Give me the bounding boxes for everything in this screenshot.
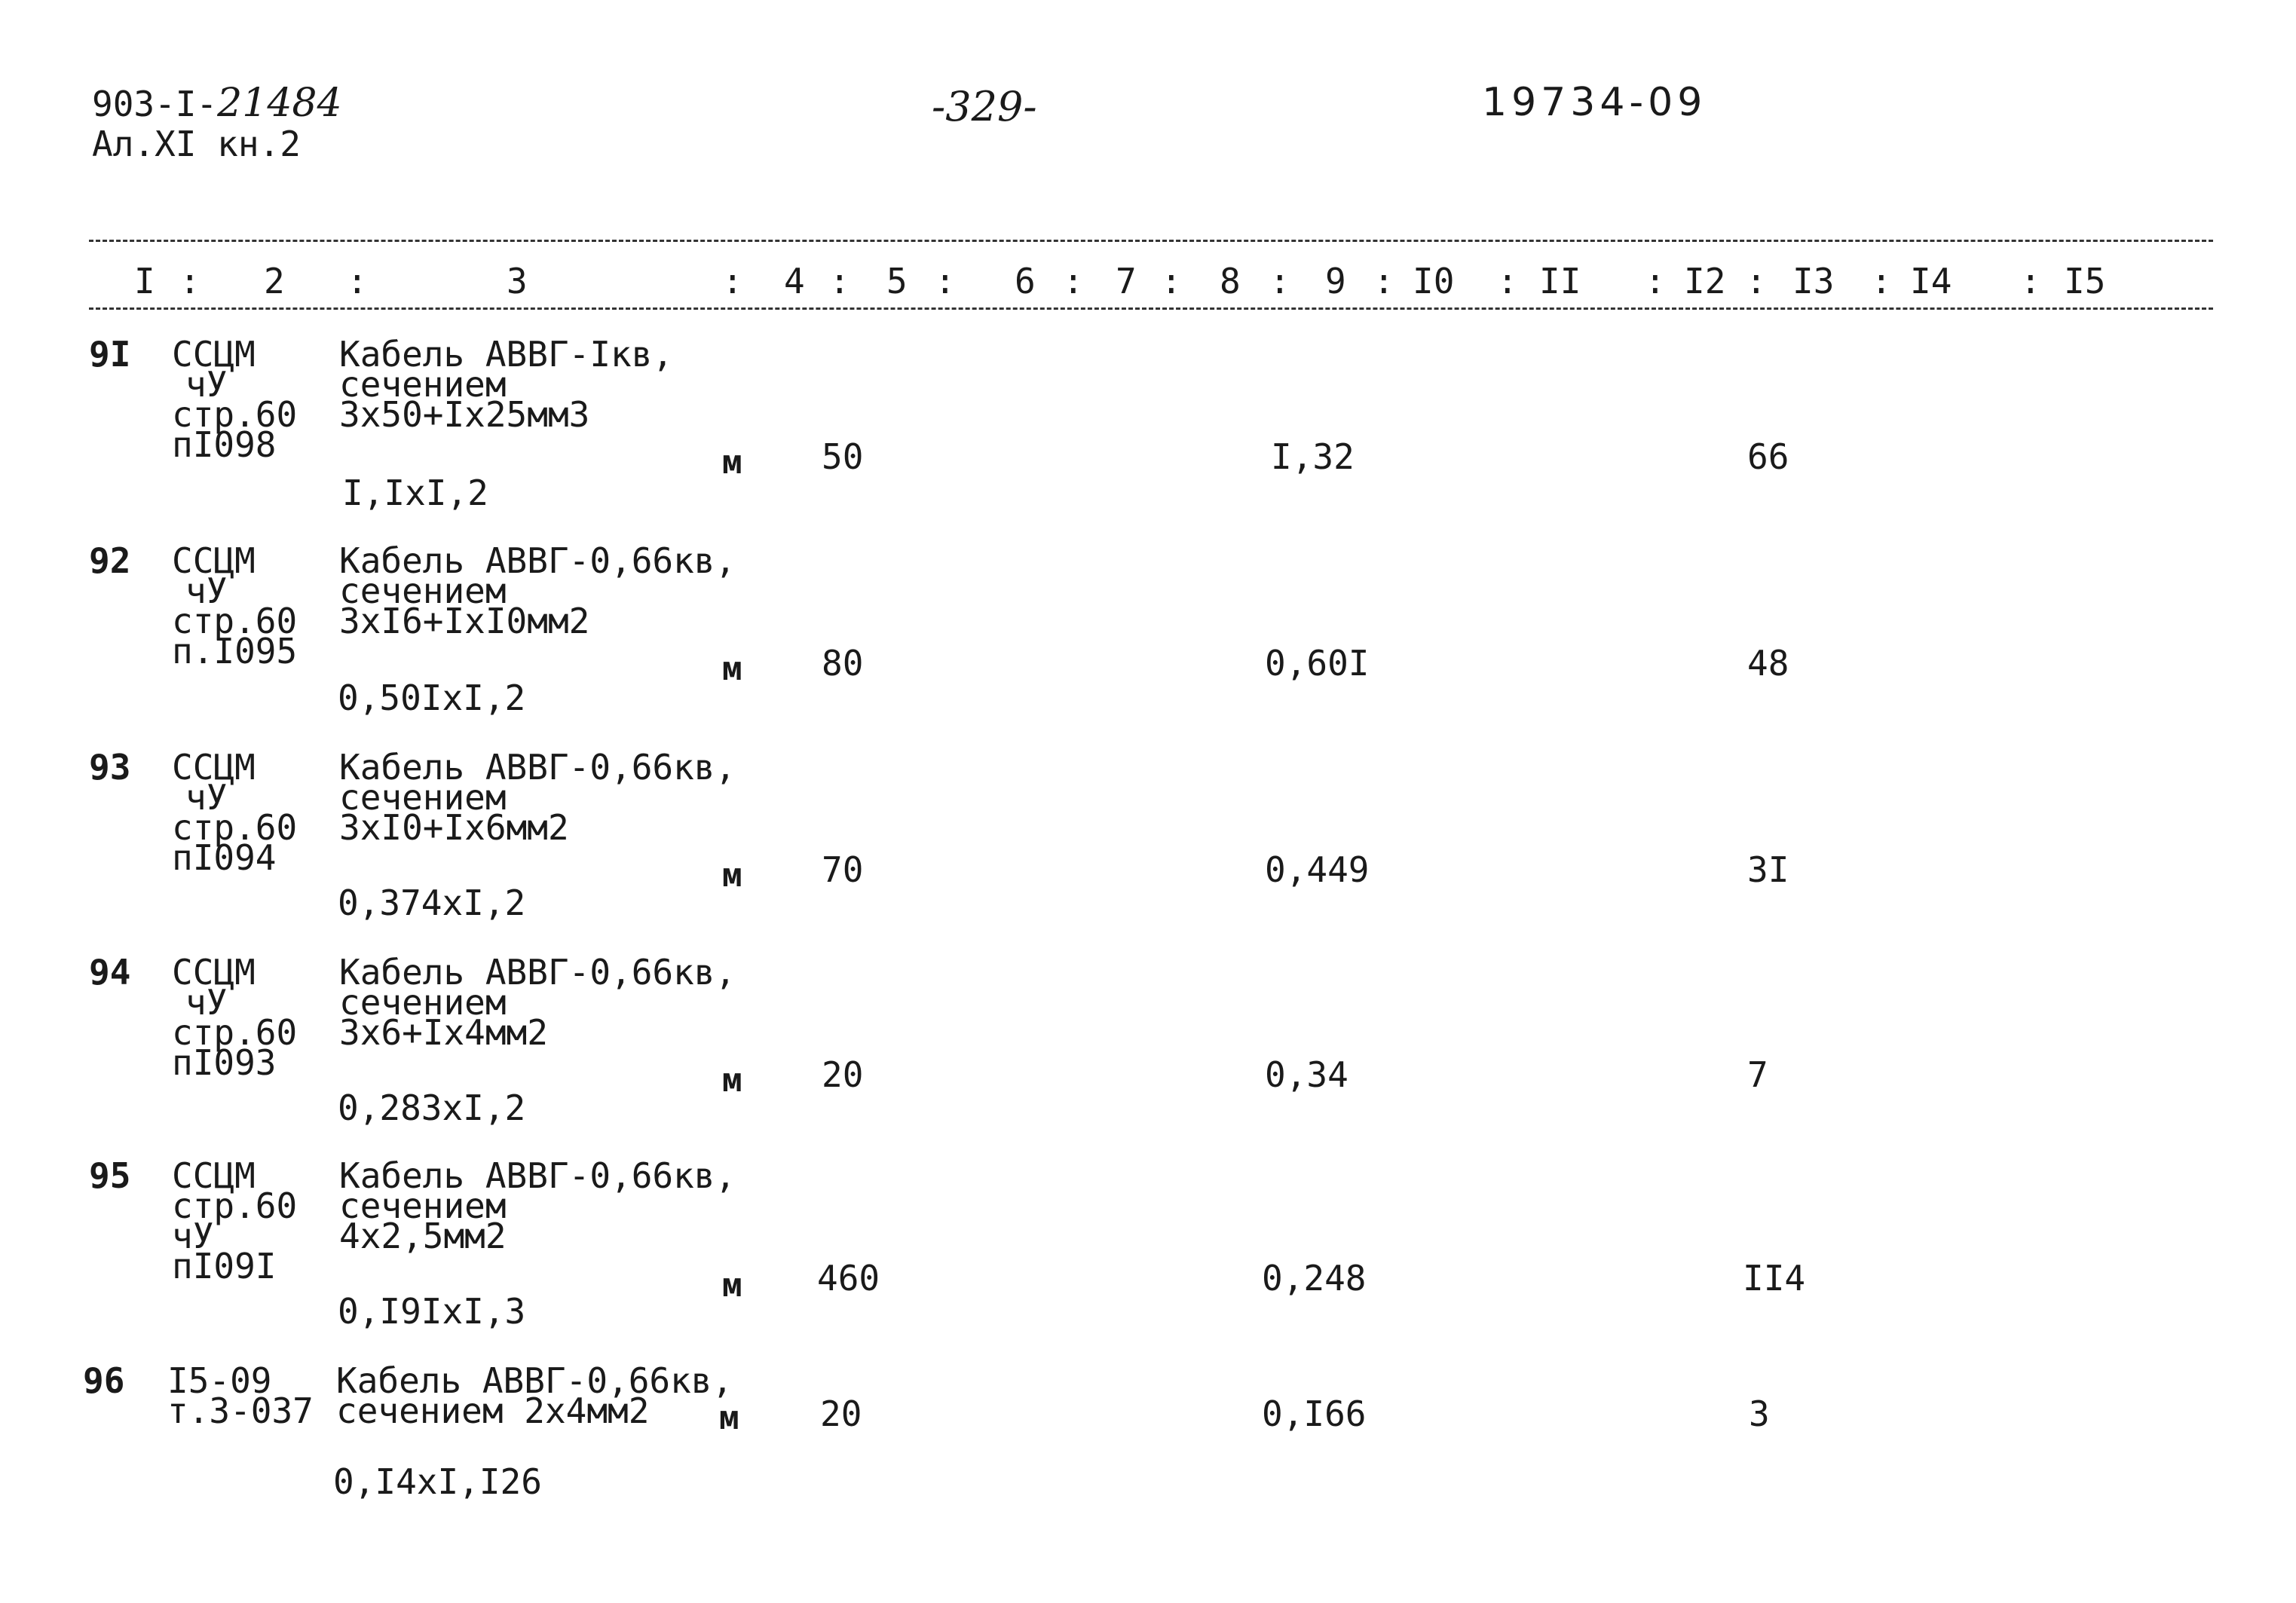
row-unit: м (719, 1399, 739, 1437)
row-number: 94 (89, 952, 131, 993)
row-unit: м (722, 1266, 742, 1305)
col-header-1: I (134, 261, 155, 301)
description-line: 3хI6+IхI0мм2 (339, 601, 590, 641)
row-total: 3I (1747, 849, 1789, 890)
row-source (172, 952, 298, 1083)
row-quantity: 80 (822, 643, 864, 684)
col-separator: : (829, 261, 850, 301)
row-unit: м (722, 856, 742, 895)
source-line: пI094 (172, 837, 277, 878)
source-line: т.3-037 (167, 1390, 314, 1431)
row-unit: м (722, 1061, 742, 1100)
col-header-12: I2 (1684, 261, 1726, 301)
row-number: 92 (89, 540, 131, 581)
row-unit-price: 0,I66 (1262, 1393, 1367, 1434)
row-quantity: 460 (817, 1258, 880, 1299)
document-code (92, 81, 342, 126)
col-separator: : (347, 261, 368, 301)
description-line: 4х2,5мм2 (339, 1216, 507, 1256)
source-line: пI09I (172, 1246, 277, 1286)
col-header-13: I3 (1792, 261, 1835, 301)
col-separator: : (1161, 261, 1182, 301)
col-header-10: I0 (1413, 261, 1455, 301)
row-unit: м (722, 443, 742, 482)
col-header-11: II (1539, 261, 1581, 301)
row-source (172, 747, 298, 878)
source-line: стр.60 (172, 1012, 298, 1053)
source-line: ССЦМ (172, 747, 256, 788)
col-separator: : (179, 261, 201, 301)
row-calculation: 0,I4хI,I26 (333, 1461, 542, 1502)
col-header-4: 4 (784, 261, 805, 301)
row-unit-price: 0,248 (1262, 1258, 1367, 1299)
row-description (339, 952, 736, 1053)
description-line: сечением 2х4мм2 (336, 1390, 650, 1431)
description-line: Кабель АВВГ-Iкв, (339, 334, 674, 375)
source-line: стр.60 (172, 601, 298, 641)
source-line: чУ (185, 364, 228, 405)
row-source (167, 1360, 314, 1431)
row-quantity: 50 (822, 436, 864, 477)
source-line: стр.60 (172, 1185, 298, 1226)
source-line: чУ (185, 777, 228, 818)
col-header-2: 2 (264, 261, 285, 301)
source-line: ССЦМ (172, 1155, 256, 1196)
row-total: II4 (1743, 1258, 1806, 1299)
source-line: пI098 (172, 424, 277, 465)
row-unit-price: I,32 (1271, 436, 1355, 477)
row-calculation: 0,I9IхI,3 (338, 1291, 526, 1332)
col-separator: : (2020, 261, 2041, 301)
col-separator: : (1645, 261, 1666, 301)
description-line: Кабель АВВГ-0,66кв, (339, 747, 736, 788)
description-line: сечением (339, 777, 507, 818)
row-unit-price: 0,449 (1265, 849, 1370, 890)
source-line: ССЦМ (172, 334, 256, 375)
row-number: 93 (89, 747, 131, 788)
col-header-6: 6 (1015, 261, 1036, 301)
row-quantity: 20 (820, 1393, 862, 1434)
description-line: Кабель АВВГ-0,66кв, (336, 1360, 733, 1401)
document-code-prefix: 903-I- (92, 84, 218, 124)
description-line: 3хI0+Iх6мм2 (339, 807, 569, 848)
row-total: 3 (1749, 1393, 1770, 1434)
source-line: стр.60 (172, 394, 298, 435)
description-line: сечением (339, 571, 507, 611)
row-quantity: 20 (822, 1054, 864, 1095)
row-unit-price: 0,34 (1265, 1054, 1349, 1095)
source-line: I5-09 (167, 1360, 272, 1401)
page-number: -329- (932, 83, 1037, 130)
col-separator: : (1746, 261, 1767, 301)
volume-label: Ал.XI кн.2 (92, 124, 301, 164)
col-header-8: 8 (1220, 261, 1241, 301)
col-header-9: 9 (1325, 261, 1346, 301)
row-source (172, 540, 298, 671)
row-number: 95 (89, 1155, 131, 1196)
row-unit-price: 0,60I (1265, 643, 1370, 684)
row-description (336, 1360, 733, 1431)
source-line: ССЦМ (172, 952, 256, 993)
row-calculation: 0,283хI,2 (338, 1088, 526, 1128)
row-description (339, 334, 674, 435)
source-line: пI093 (172, 1042, 277, 1083)
col-separator: : (1269, 261, 1290, 301)
row-total: 48 (1747, 643, 1789, 684)
source-line: чУ (185, 571, 228, 611)
source-line: стр.60 (172, 807, 298, 848)
description-line: 3х6+Iх4мм2 (339, 1012, 548, 1053)
row-source (172, 334, 298, 465)
description-line: сечением (339, 1185, 507, 1226)
description-line: сечением (339, 982, 507, 1023)
row-calculation: I,IхI,2 (342, 473, 488, 513)
col-header-3: 3 (507, 261, 528, 301)
row-quantity: 70 (822, 849, 864, 890)
col-separator: : (935, 261, 956, 301)
row-number: 96 (83, 1360, 125, 1401)
row-calculation: 0,50IхI,2 (338, 678, 526, 718)
col-separator: : (722, 261, 743, 301)
row-unit: м (722, 650, 742, 688)
description-line: сечением (339, 364, 507, 405)
row-description (339, 1155, 736, 1256)
source-line: чУ (172, 1216, 214, 1256)
row-number: 9I (89, 334, 131, 375)
row-total: 66 (1747, 436, 1789, 477)
col-separator: : (1497, 261, 1518, 301)
row-total: 7 (1747, 1054, 1768, 1095)
col-header-14: I4 (1910, 261, 1952, 301)
source-line: чУ (185, 982, 228, 1023)
description-line: Кабель АВВГ-0,66кв, (339, 952, 736, 993)
row-source (172, 1155, 298, 1286)
header-top-rule (89, 240, 2213, 242)
col-separator: : (1871, 261, 1892, 301)
row-description (339, 540, 736, 641)
description-line: 3х50+Iх25мм3 (339, 394, 590, 435)
col-header-15: I5 (2064, 261, 2106, 301)
col-header-7: 7 (1116, 261, 1137, 301)
source-line: п.I095 (172, 631, 298, 671)
source-line: ССЦМ (172, 540, 256, 581)
document-number: 19734-09 (1482, 80, 1707, 125)
document-code-handwritten: 21484 (217, 81, 342, 126)
col-separator: : (1373, 261, 1394, 301)
row-calculation: 0,374хI,2 (338, 883, 526, 923)
col-header-5: 5 (886, 261, 908, 301)
header-bottom-rule (89, 307, 2213, 310)
col-separator: : (1063, 261, 1084, 301)
description-line: Кабель АВВГ-0,66кв, (339, 1155, 736, 1196)
description-line: Кабель АВВГ-0,66кв, (339, 540, 736, 581)
row-description (339, 747, 736, 848)
